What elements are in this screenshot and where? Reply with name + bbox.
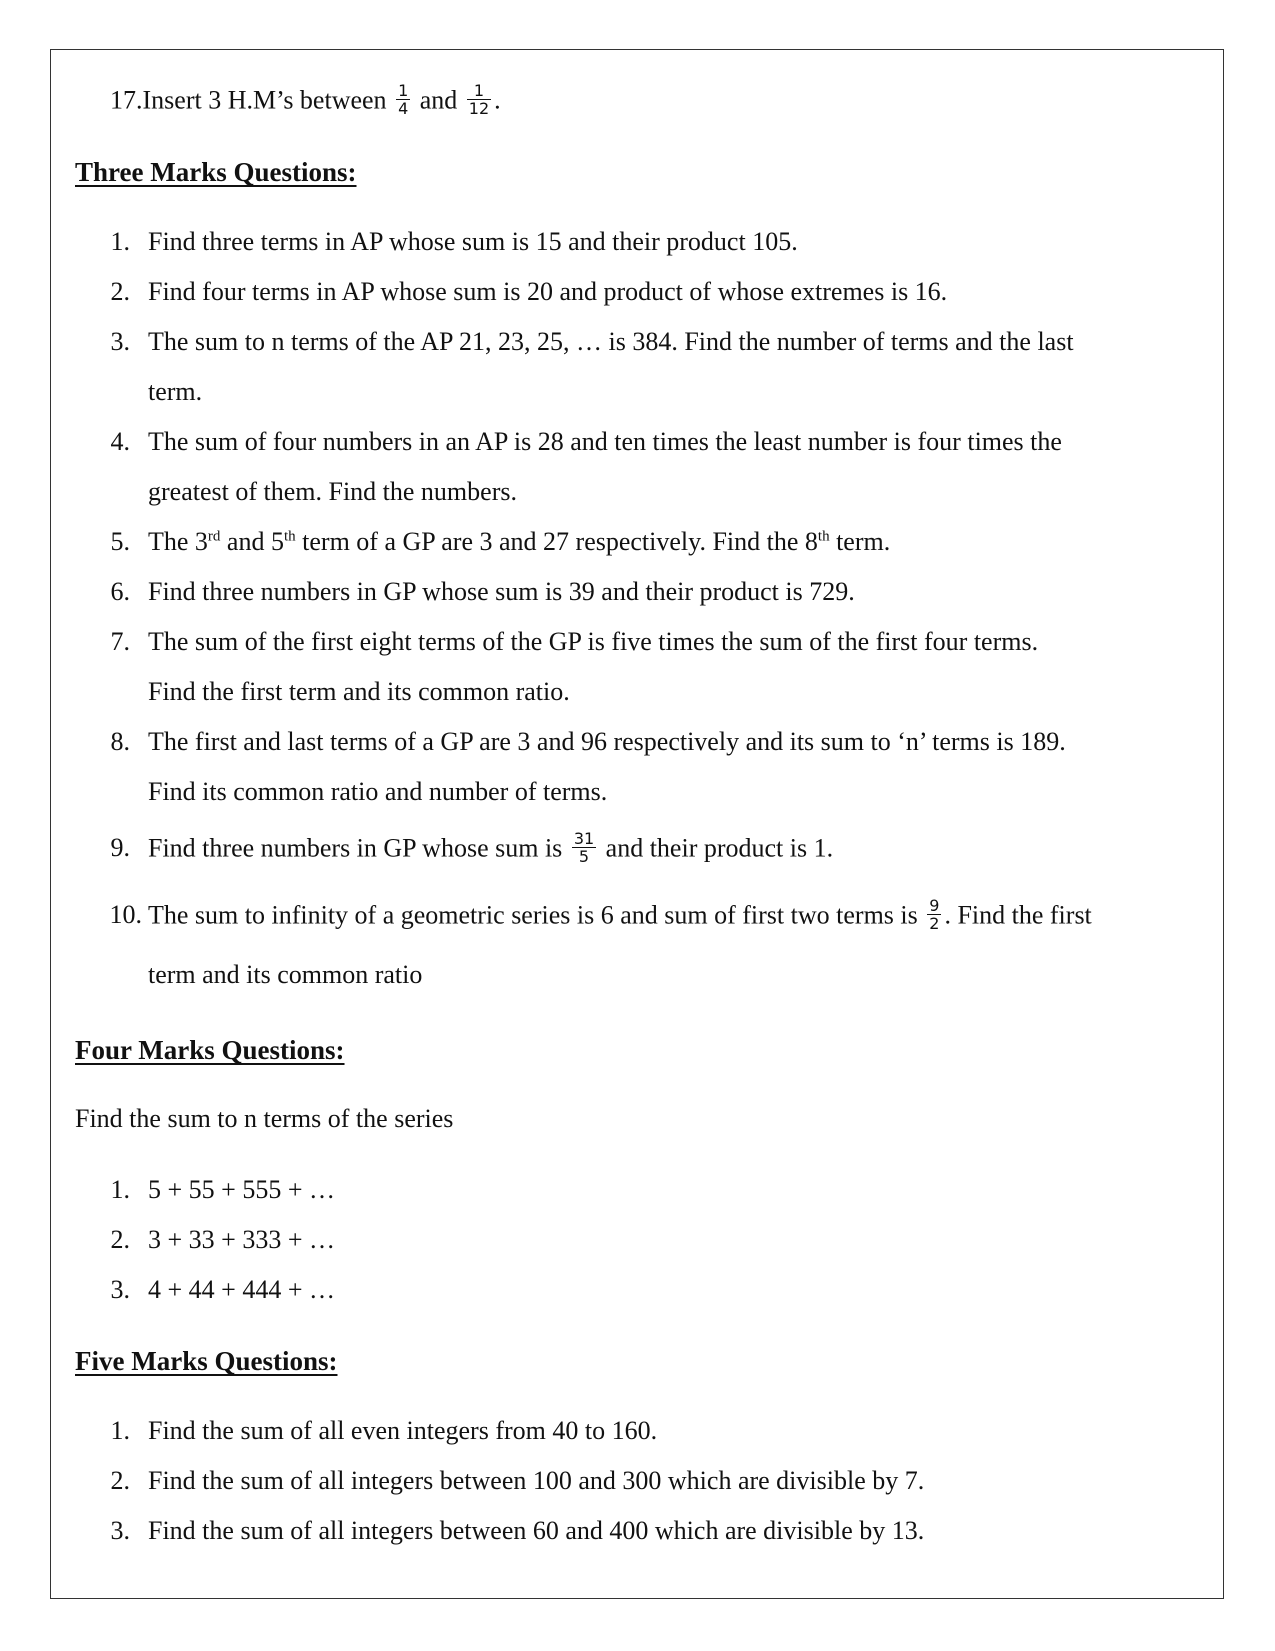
fraction: $\frac{1}{12}$ bbox=[468, 81, 490, 118]
section-intro: Find the sum to n terms of the series bbox=[75, 1104, 454, 1133]
question-text: Insert 3 H.M’s between bbox=[142, 85, 394, 115]
list-item-continuation: term. bbox=[148, 377, 203, 406]
list-item-continuation: Find the first term and its common ratio. bbox=[148, 677, 570, 706]
fraction: $\frac{1}{4}$ bbox=[398, 81, 409, 118]
section-heading-three-marks: Three Marks Questions: bbox=[75, 157, 357, 187]
question-17: 17.Insert 3 H.M’s between $\frac{1}{4}$ and $\frac{1}{12}$ . bbox=[110, 81, 501, 118]
list-item-continuation: Find its common ratio and number of terms. bbox=[148, 777, 608, 806]
fraction: $\frac{31}{5}$ bbox=[573, 829, 595, 866]
list-item-continuation: greatest of them. Find the numbers. bbox=[148, 477, 517, 506]
section-heading-four-marks: Four Marks Questions: bbox=[75, 1035, 345, 1065]
fraction: $\frac{9}{2}$ bbox=[929, 896, 940, 933]
section-heading-five-marks: Five Marks Questions: bbox=[75, 1346, 338, 1376]
question-number: 17. bbox=[110, 85, 143, 115]
list-item-continuation: term and its common ratio bbox=[148, 960, 423, 989]
